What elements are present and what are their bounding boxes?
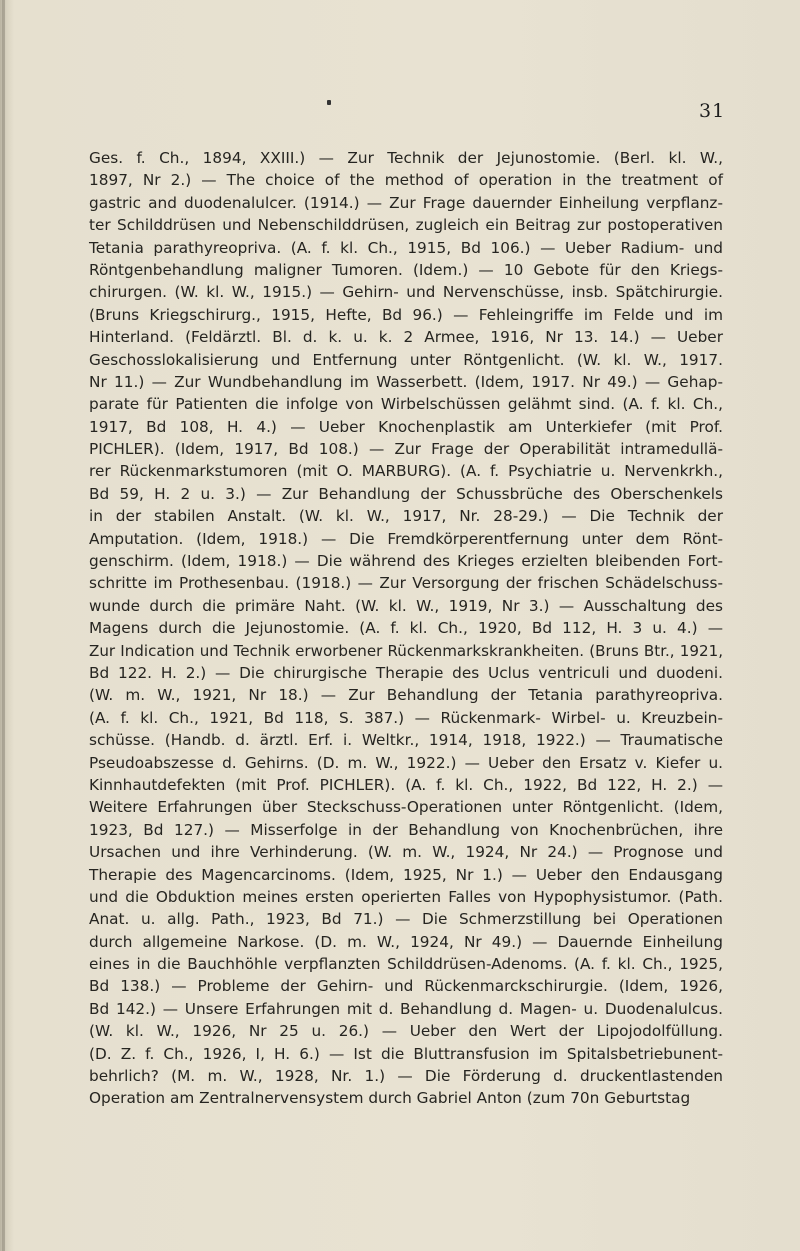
text-line: rer Rückenmarkstumoren (mit O. MARBURG). (A. f. Psychiatrie u. Nervenkrkh., bbox=[89, 462, 723, 481]
page-number: 31 bbox=[699, 100, 726, 122]
text-line: (W. m. W., 1921, Nr 18.) — Zur Behandlung der Tetania parathyreopriva. bbox=[89, 686, 723, 705]
text-line: Bd 142.) — Unsere Erfahrungen mit d. Behandlung d. Magen- u. Duodenalulcus. bbox=[89, 999, 723, 1018]
bibliography-text bbox=[89, 147, 723, 1110]
text-line: Bd 122. H. 2.) — Die chirurgische Therapie des Uclus ventriculi und duodeni. bbox=[89, 663, 723, 682]
text-line: Amputation. (Idem, 1918.) — Die Fremdkörperentfernung unter dem Rönt- bbox=[89, 529, 723, 548]
text-line: (A. f. kl. Ch., 1921, Bd 118, S. 387.) — Rückenmark- Wirbel- u. Kreuzbein- bbox=[89, 708, 723, 727]
text-line: Ursachen und ihre Verhinderung. (W. m. W., 1924, Nr 24.) — Prognose und bbox=[89, 843, 723, 862]
text-line: Geschosslokalisierung und Entfernung unter Röntgenlicht. (W. kl. W., 1917. bbox=[89, 350, 723, 369]
text-line: Röntgenbehandlung maligner Tumoren. (Idem.) — 10 Gebote für den Kriegs- bbox=[89, 260, 723, 279]
text-line: eines in die Bauchhöhle verpflanzten Schilddrüsen-Adenoms. (A. f. kl. Ch., 1925, bbox=[89, 955, 723, 974]
text-line: Weitere Erfahrungen über Steckschuss-Operationen unter Röntgenlicht. (Idem, bbox=[89, 798, 723, 817]
text-line: (D. Z. f. Ch., 1926, I, H. 6.) — Ist die Bluttransfusion im Spitalsbetriebunent- bbox=[89, 1044, 723, 1063]
text-line: wunde durch die primäre Naht. (W. kl. W., 1919, Nr 3.) — Ausschaltung des bbox=[89, 596, 723, 615]
text-line: Pseudoabszesse d. Gehirns. (D. m. W., 1922.) — Ueber den Ersatz v. Kiefer u. bbox=[89, 753, 723, 772]
text-line: 1923, Bd 127.) — Misserfolge in der Behandlung von Knochenbrüchen, ihre bbox=[89, 820, 723, 839]
text-line: 1917, Bd 108, H. 4.) — Ueber Knochenplastik am Unterkiefer (mit Prof. bbox=[89, 417, 723, 436]
text-line: gastric and duodenalulcer. (1914.) — Zur Frage dauernder Einheilung verpflanz- bbox=[89, 193, 723, 212]
text-line: (W. kl. W., 1926, Nr 25 u. 26.) — Ueber den Wert der Lipojodolfüllung. bbox=[89, 1022, 723, 1041]
text-line: Tetania parathyreopriva. (A. f. kl. Ch., 1915, Bd 106.) — Ueber Radium- und bbox=[89, 238, 723, 257]
text-line: behrlich? (M. m. W., 1928, Nr. 1.) — Die Förderung d. druckentlastenden bbox=[89, 1067, 723, 1086]
text-line: in der stabilen Anstalt. (W. kl. W., 1917, Nr. 28-29.) — Die Technik der bbox=[89, 507, 723, 526]
page-spine-shadow bbox=[2, 0, 5, 1251]
text-line: Kinnhautdefekten (mit Prof. PICHLER). (A. f. kl. Ch., 1922, Bd 122, H. 2.) — bbox=[89, 775, 723, 794]
text-line: parate für Patienten die infolge von Wirbelschüssen gelähmt sind. (A. f. kl. Ch., bbox=[89, 395, 723, 414]
text-line: 1897, Nr 2.) — The choice of the method of operation in the treatment of bbox=[89, 171, 723, 190]
text-line: (Bruns Kriegschirurg., 1915, Hefte, Bd 96.) — Fehleingriffe im Felde und im bbox=[89, 305, 723, 324]
text-line: ter Schilddrüsen und Nebenschilddrüsen, zugleich ein Beitrag zur postoperativen bbox=[89, 216, 723, 235]
text-line: genschirm. (Idem, 1918.) — Die während des Krieges erzielten bleibenden Fort- bbox=[89, 552, 723, 571]
text-line: durch allgemeine Narkose. (D. m. W., 1924, Nr 49.) — Dauernde Einheilung bbox=[89, 932, 723, 951]
text-line: Bd 138.) — Probleme der Gehirn- und Rückenmarckschirurgie. (Idem, 1926, bbox=[89, 977, 723, 996]
ink-speck bbox=[327, 100, 331, 105]
text-line: Therapie des Magencarcinoms. (Idem, 1925, Nr 1.) — Ueber den Endausgang bbox=[89, 865, 723, 884]
text-line: Operation am Zentralnervensystem durch Gabriel Anton (zum 70n Geburtstag bbox=[89, 1089, 691, 1108]
text-line: Magens durch die Jejunostomie. (A. f. kl. Ch., 1920, Bd 112, H. 3 u. 4.) — bbox=[89, 619, 723, 638]
text-line: und die Obduktion meines ersten operierten Falles von Hypophysistumor. (Path. bbox=[89, 887, 723, 906]
text-line: Anat. u. allg. Path., 1923, Bd 71.) — Die Schmerzstillung bei Operationen bbox=[89, 910, 723, 929]
text-line: schüsse. (Handb. d. ärztl. Erf. i. Weltkr., 1914, 1918, 1922.) — Traumatische bbox=[89, 731, 723, 750]
text-line: PICHLER). (Idem, 1917, Bd 108.) — Zur Frage der Operabilität intramedullä- bbox=[89, 440, 723, 459]
text-line: Ges. f. Ch., 1894, XXIII.) — Zur Technik der Jejunostomie. (Berl. kl. W., bbox=[89, 149, 723, 167]
text-line: Bd 59, H. 2 u. 3.) — Zur Behandlung der Schussbrüche des Oberschenkels bbox=[89, 484, 723, 503]
text-line: Nr 11.) — Zur Wundbehandlung im Wasserbett. (Idem, 1917. Nr 49.) — Gehap- bbox=[89, 372, 723, 391]
text-line: Zur Indication und Technik erworbener Rückenmarkskrankheiten. (Bruns Btr., 1921, bbox=[89, 641, 723, 660]
text-line: Hinterland. (Feldärztl. Bl. d. k. u. k. 2 Armee, 1916, Nr 13. 14.) — Ueber bbox=[89, 328, 723, 347]
text-line: chirurgen. (W. kl. W., 1915.) — Gehirn- und Nervenschüsse, insb. Spätchirurgie. bbox=[89, 283, 723, 302]
text-line: schritte im Prothesenbau. (1918.) — Zur Versorgung der frischen Schädelschuss- bbox=[89, 574, 723, 593]
